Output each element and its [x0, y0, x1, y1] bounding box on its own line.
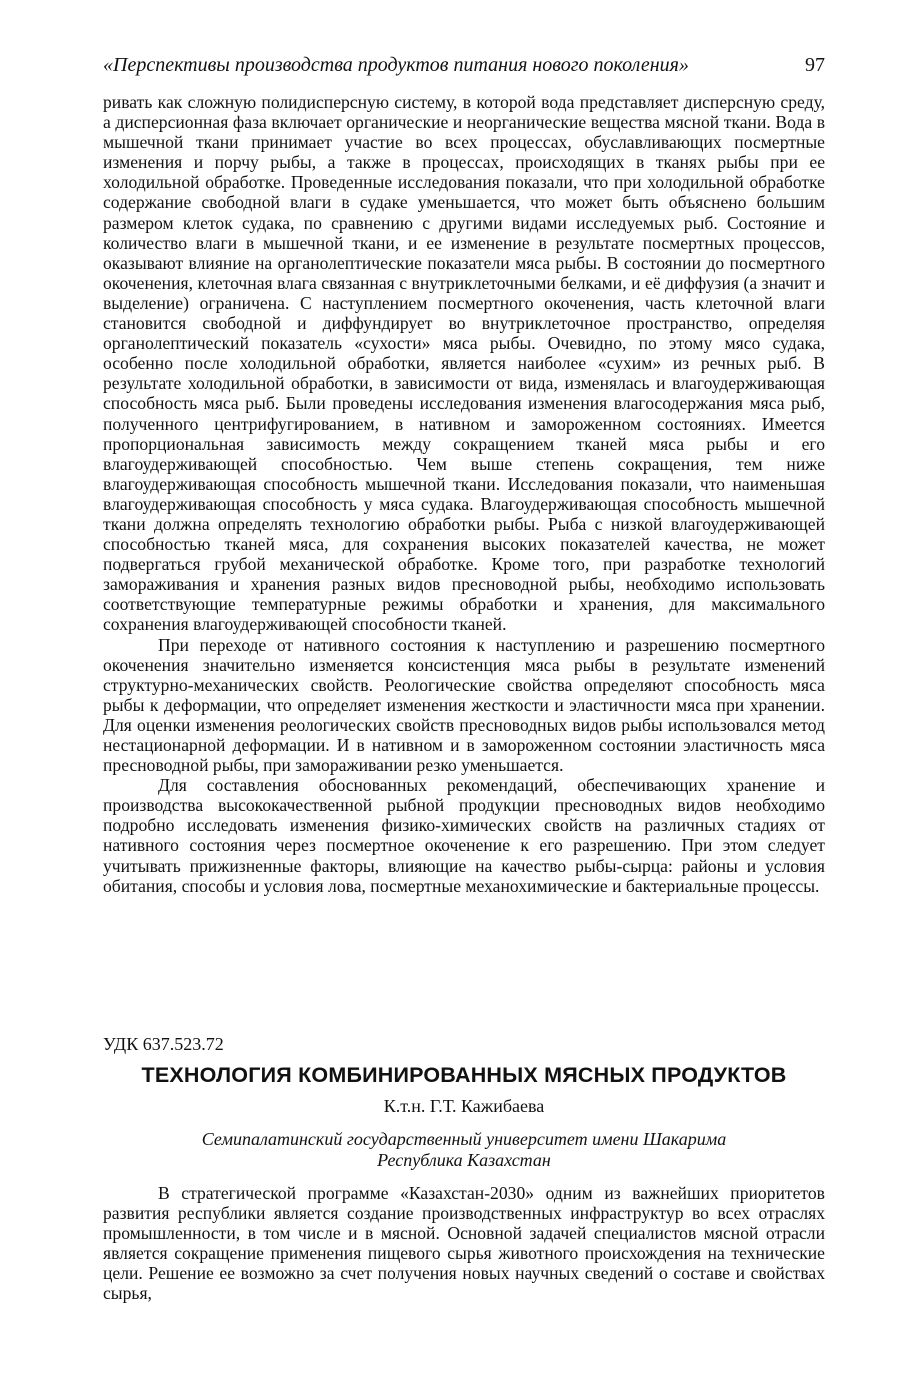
- running-header: [103, 54, 825, 77]
- body-text: [103, 92, 825, 896]
- affiliation-university: Семипалатинский государственный университет имени Шакарима: [201, 1129, 727, 1149]
- author-affiliation: [103, 1129, 825, 1171]
- paragraph-recommendations: Для составления обоснованных рекомендаций, обеспечивающих хранение и производства высококачественной рыбной продукции пресноводных видов необходимо подробно исследовать изменения физико-химических свойств на различных стадиях от нативного состояния через посмертное окоченение к его разрешению. При этом следует учитывать прижизненные факторы, влияющие на качество рыбы-сырца: районы и условия обитания, способы и условия лова, посмертные механохимические и бактериальные процессы.: [103, 775, 825, 896]
- article-author: К.т.н. Г.Т. Кажибаева: [383, 1096, 545, 1116]
- new-article-section: [103, 1034, 825, 1304]
- paragraph-rheology: При переходе от нативного состояния к наступлению и разрешению посмертного окоченения значительно изменяется консистенция мяса рыбы в результате изменений структурно-механических свойств. Реологические свойства определяют способность мяса рыбы к деформации, что определяет изменения жесткости и эластичности мяса при хранении. Для оценки изменения реологических свойств пресноводных видов рыбы использовался метод нестационарной деформации. И в нативном и в замороженном состоянии эластичность мяса пресноводной рыбы, при замораживании резко уменьшается.: [103, 634, 825, 776]
- page-number: 97: [805, 54, 825, 76]
- article-title: ТЕХНОЛОГИЯ КОМБИНИРОВАННЫХ МЯСНЫХ ПРОДУКТОВ: [141, 1063, 787, 1087]
- paragraph-continued: ривать как сложную полидисперсную систему, в которой вода представляет дисперсную среду, а дисперсионная фаза включает органические и неорганические вещества мясной ткани. Вода в мышечной ткани принимает участие во всех процессах, обуславливающих посмертные изменения и порчу рыбы, а также в процессах, происходящих в тканях рыбы при ее холодильной обработке. Проведенные исследования показали, что при холодильной обработке содержание свободной влаги в судаке уменьшается, что может быть объяснено большим размером клеток судака, по сравнению с другими видами исследуемых рыб. Состояние и количество влаги в мышечной ткани, и ее изменение в результате посмертных процессов, оказывают влияние на органолептические показатели мяса рыбы. В состоянии до посмертного окоченения, клеточная влага связанная с внутриклеточными белками, и её диффузия (а значит и выделение) ограничена. С наступлением посмертного окоченения, часть клеточной влаги становится свободной и диффундирует во внутриклеточное пространство, определяя органолептический показатель «сухости» мяса рыбы. Очевидно, по этому мясо судака, особенно после холодильной обработки, является наиболее «сухим» из речных рыб. В результате холодильной обработки, в зависимости от вида, изменялась и влагоудерживающая способность мяса рыб. Были проведены исследования изменения влагосодержания мяса рыб, полученного центрифугированием, в нативном и замороженном состояниях. Имеется пропорциональная зависимость между сокращением тканей мяса рыбы и его влагоудерживающей способностью. Чем выше степень сокращения, тем ниже влагоудерживающая способность мышечной ткани. Исследования показали, что наименьшая влагоудерживающая способность у мяса судака. Влагоудерживающая способность мышечной ткани должна определять технологию обработки рыбы. Рыба с низкой влагоудерживающей способностью тканей мяса, для сохранения высоких показателей качества, не может подвергаться грубой механической обработке. Кроме того, при разработке технологий замораживания и хранения разных видов пресноводной рыбы, необходимо использовать соответствующие температурные режимы обработки и хранения, для максимального сохранения влагоудерживающей способности тканей.: [103, 92, 825, 635]
- udk-code: УДК 637.523.72: [103, 1034, 224, 1054]
- journal-title: «Перспективы производства продуктов питания нового поколения»: [103, 54, 689, 76]
- affiliation-country: Республика Казахстан: [377, 1150, 551, 1170]
- article-intro-paragraph: В стратегической программе «Казахстан-2030» одним из важнейших приоритетов развития республики является создание производственных инфраструктур во всех отраслях промышленности, в том числе и в мясной. Основной задачей специалистов мясной отрасли является сокращение применения пищевого сырья животного происхождения на технические цели. Решение ее возможно за счет получения новых научных сведений о составе и свойствах сырья,: [103, 1183, 825, 1304]
